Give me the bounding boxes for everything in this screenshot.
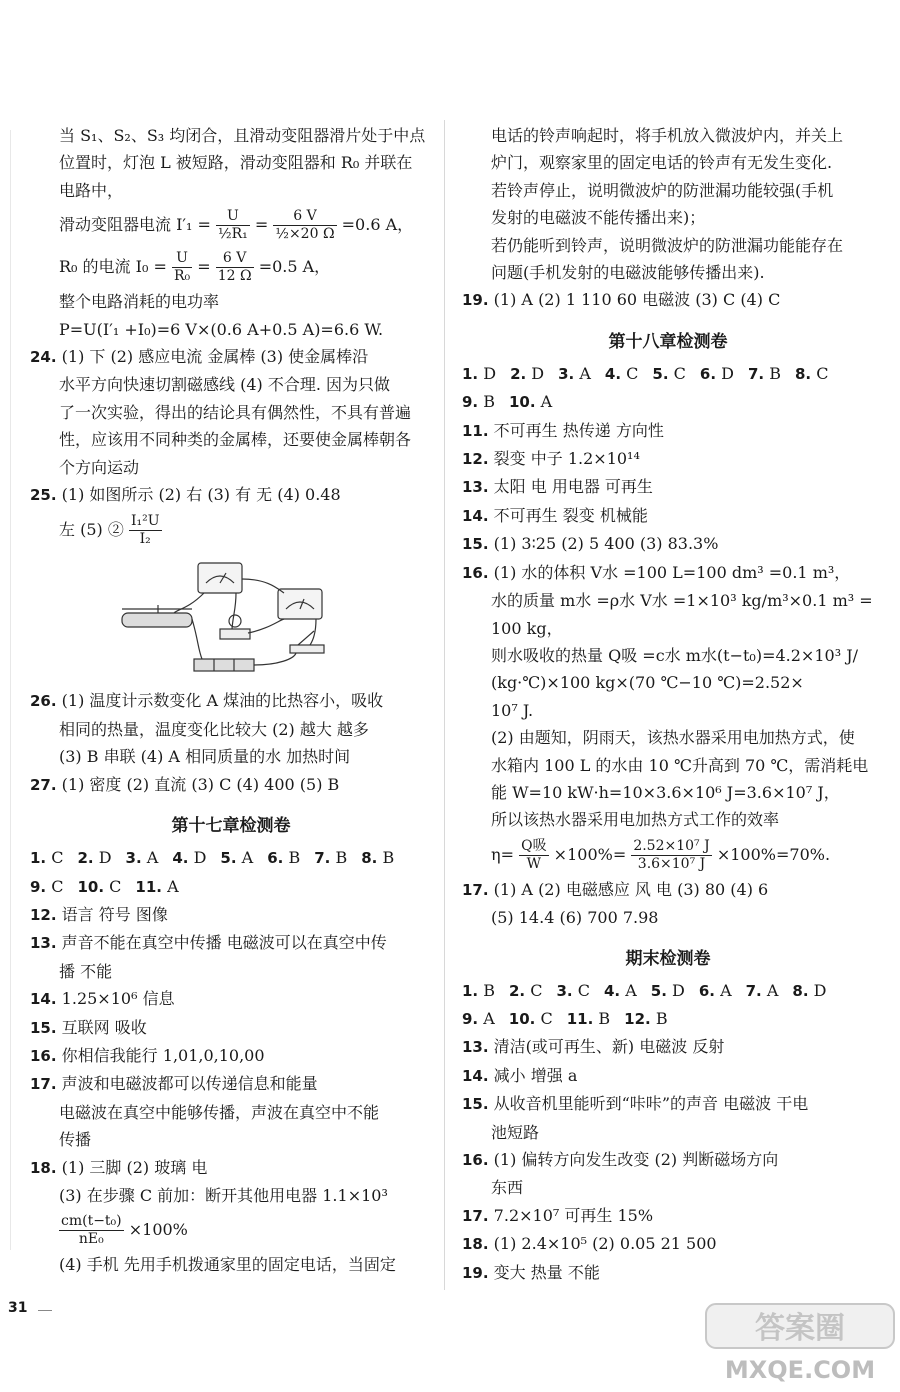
mc-choice: C <box>51 876 64 896</box>
mc-choice: B <box>288 848 301 868</box>
answer-line <box>30 901 432 929</box>
mc-choice: C <box>109 876 122 896</box>
answer-item <box>462 1062 874 1090</box>
item-number: 15. <box>30 1018 57 1037</box>
answer-line: 则水吸收的热量 Q吸 =c水 m水(t−t₀)=4.2×10³ J/ <box>491 645 859 665</box>
mc-number: 7. <box>747 364 765 383</box>
mc-number: 8. <box>794 364 812 383</box>
answer-line: 所以该热水器采用电加热方式工作的效率 <box>491 810 780 830</box>
q18-continuation <box>462 122 874 286</box>
text-line: 若铃声停止，说明微波炉的防泄漏功能较强(手机 <box>491 180 834 200</box>
mc-choice: D <box>813 980 827 1000</box>
text-line: 位置时，灯泡 L 被短路，滑动变阻器和 R₀ 并联在 <box>59 153 413 173</box>
mc-choice: B <box>382 848 395 868</box>
item-text: 裂变 中子 1.2×10¹⁴ <box>493 449 640 469</box>
mc-number: 3. <box>556 981 573 1000</box>
answer-line <box>462 1033 874 1061</box>
mc-answer <box>462 1009 495 1028</box>
item-text: 变大 热量 不能 <box>493 1262 600 1282</box>
final-items <box>462 1033 874 1287</box>
item-number: 14. <box>462 1066 489 1085</box>
mc-choice: D <box>483 363 497 383</box>
mc-choice: B <box>598 1008 611 1028</box>
mc-number: 10. <box>508 1009 536 1028</box>
answer-line: 播 不能 <box>59 961 113 981</box>
item-text: 1.25×10⁶ 信息 <box>61 989 175 1009</box>
mc-answer <box>556 981 589 1000</box>
item-number: 18. <box>462 1235 489 1254</box>
answer-line <box>462 1202 874 1230</box>
item-text: 不可再生 热传递 方向性 <box>493 420 664 440</box>
mc-number: 11. <box>566 1009 594 1028</box>
item-text: 声波和电磁波都可以传递信息和能量 <box>61 1074 318 1094</box>
mc-number: 6. <box>698 981 715 1000</box>
item-text: 语言 符号 图像 <box>61 904 168 924</box>
mc-choice: D <box>672 980 685 1000</box>
mc-answer <box>604 981 637 1000</box>
item-number: 13. <box>30 934 57 953</box>
mc-answer <box>700 364 734 383</box>
answer-line: (2) 由题知，阴雨天，该热水器采用电加热方式，使 <box>491 728 855 748</box>
item-number: 16. <box>462 563 489 582</box>
answer-line: 能 W=10 kW·h=10×3.6×10⁶ J=3.6×10⁷ J， <box>491 782 840 802</box>
answer-item <box>462 502 874 530</box>
mc-number: 6. <box>267 849 284 868</box>
mc-answer <box>135 877 178 896</box>
mc-choice: C <box>577 980 590 1000</box>
item-text: 声音不能在真空中传播 电磁波可以在真空中传 <box>61 933 387 953</box>
answer-line <box>462 445 874 473</box>
item-text: 从收音机里能听到“咔咔”的声音 电磁波 干电 <box>493 1094 809 1114</box>
item-text: (1) 3∶25 (2) 5 400 (3) 83.3% <box>493 534 719 554</box>
answer-line: 电磁波在真空中能够传播，声波在真空中不能 <box>59 1102 380 1122</box>
mc-answer <box>605 364 638 383</box>
answer-line <box>462 530 874 558</box>
answer-line <box>462 473 874 501</box>
mc-choice: C <box>626 363 639 383</box>
item-number: 14. <box>30 990 57 1009</box>
item-number: 14. <box>462 506 489 525</box>
answer-line <box>462 1230 874 1258</box>
answer-line: 10⁷ J. <box>491 700 534 720</box>
q18-last-line: (4) 手机 先用手机拨通家里的固定电话，当固定 <box>59 1255 396 1275</box>
mc-choice: A <box>720 980 732 1000</box>
mc-answer <box>558 364 591 383</box>
text-line: 电路中， <box>59 180 124 200</box>
answer-line <box>462 1259 874 1287</box>
mc-answer <box>361 848 394 867</box>
item-text: (1) 2.4×10⁵ (2) 0.05 21 500 <box>493 1234 717 1254</box>
answer-item <box>462 559 874 834</box>
answer-line <box>462 1062 874 1090</box>
mc-choice: D <box>531 363 545 383</box>
answer-item <box>30 929 432 985</box>
formula-r0-current: R₀ 的电流 I₀ = $\frac{U}{\text{R₀}}$ = $\frac{6 V}{12 \Omega}$ =0.5 A， <box>59 250 331 285</box>
answer-item <box>462 1230 874 1258</box>
item-text: 不可再生 裂变 机械能 <box>493 505 648 525</box>
item-text: (1) 水的体积 V水 =100 L=100 dm³ =0.1 m³， <box>493 562 851 582</box>
item-number: 18. <box>30 1158 57 1177</box>
item-number: 11. <box>462 421 489 440</box>
question-19: 19. (1) A (2) 1 110 60 电磁波 (3) C (4) C <box>462 290 781 310</box>
q23-continuation <box>30 122 432 204</box>
answer-item <box>30 901 432 929</box>
item-number: 15. <box>462 535 489 554</box>
item-number: 13. <box>462 1038 489 1057</box>
mc-choice: A <box>241 848 254 868</box>
text-line: 当 S₁、S₂、S₃ 均闭合，且滑动变阻器滑片处于中点 <box>59 126 426 145</box>
answer-line <box>462 1146 874 1174</box>
mc-answer <box>314 848 347 867</box>
text-line: 问题(手机发射的电磁波能够传播出来). <box>491 263 765 283</box>
mc-choice: D <box>721 363 734 383</box>
chapter-17-heading: 第十七章检测卷 <box>171 816 291 837</box>
mc-choice: A <box>167 876 179 896</box>
q18-fraction: $\frac{\text{cm(t−t₀)}}{\text{nE₀}}$ ×100% <box>61 1213 188 1248</box>
answer-item <box>462 1033 874 1061</box>
page-number-dash <box>38 1310 52 1311</box>
answer-line <box>30 1042 432 1070</box>
mc-number: 5. <box>652 364 669 383</box>
chapter-17-items <box>30 901 432 1209</box>
column-divider <box>444 120 445 1290</box>
mc-row-17a <box>30 844 432 872</box>
answer-line: 100 kg， <box>491 618 563 638</box>
answer-item <box>30 1070 432 1153</box>
answer-item <box>462 445 874 473</box>
mc-choice: D <box>193 848 207 868</box>
item-number: 17. <box>30 1075 57 1094</box>
efficiency-formula: η= $\frac{\text{Q吸}}{W}$ ×100%= $\frac{\text{2.52×10⁷ J}}{\text{3.6×10⁷ J}}$ ×100%=70%. <box>491 837 831 872</box>
question-24: 24. (1) 下 (2) 感应电流 金属棒 (3) 使金属棒沿 水平方向快速切割磁感线 (4) 不合理. 因为只做 了一次实验，得出的结论具有偶然性，不具有普遍 性，应该用不同种类的金属棒，还要使金属棒朝各 个方向运动 <box>30 347 412 477</box>
mc-row-17b <box>30 873 432 901</box>
mc-number: 3. <box>125 849 142 868</box>
answer-item <box>30 1154 432 1210</box>
answer-line: 水的质量 m水 =ρ水 V水 =1×10³ kg/m³×0.1 m³ = <box>491 591 873 611</box>
mc-choice: C <box>673 363 686 383</box>
item-number: 19. <box>462 1263 489 1282</box>
chapter-18-items <box>462 417 874 834</box>
mc-answer <box>172 848 206 867</box>
mc-answer <box>651 981 685 1000</box>
mc-choice: C <box>540 1008 553 1028</box>
answer-line <box>462 1090 874 1118</box>
mc-number: 5. <box>650 981 667 1000</box>
watermark-top: 答案圈 <box>755 1311 845 1346</box>
mc-answer <box>509 392 552 411</box>
mc-answer <box>792 981 826 1000</box>
item-number: 12. <box>462 450 489 469</box>
answer-line: 池短路 <box>491 1122 540 1142</box>
text-line: 炉门，观察家里的固定电话的铃声有无发生变化. <box>491 153 833 173</box>
mc-choice: C <box>51 848 64 868</box>
mc-choice: B <box>483 392 495 412</box>
item-number: 16. <box>30 1046 57 1065</box>
answer-item <box>462 1202 874 1230</box>
formula-slider-current: 滑动变阻器电流 I′₁ = $\frac{U}{\text{½R₁}}$ = $\frac{6 V}{\text{½×20 Ω}}$ =0.6 A， <box>59 208 414 243</box>
answer-item <box>462 1259 874 1287</box>
mc-choice: B <box>655 1008 668 1028</box>
item-text: 互联网 吸收 <box>61 1017 147 1037</box>
mc-number: 10. <box>509 393 536 412</box>
answer-item <box>462 417 874 445</box>
mc-number: 9. <box>30 877 47 896</box>
mc-row-final-b <box>462 1005 874 1033</box>
mc-choice: A <box>483 1008 495 1028</box>
answer-line <box>462 559 874 587</box>
mc-number: 12. <box>624 1009 651 1028</box>
formula-power: P=U(I′₁ +I₀)=6 V×(0.6 A+0.5 A)=6.6 W. <box>59 319 384 339</box>
answer-item <box>462 1146 874 1202</box>
item-text: 你相信我能行 1,01,0,10,00 <box>61 1045 265 1065</box>
mc-number: 9. <box>462 1009 479 1028</box>
answer-line: (kg·℃)×100 kg×(70 ℃−10 ℃)=2.52× <box>491 673 804 693</box>
question-26: 26. (1) 温度计示数变化 A 煤油的比热容小，吸收 相同的热量，温度变化比较大 (2) 越大 越多 (3) B 串联 (4) A 相同质量的水 加热时间 <box>30 691 384 767</box>
answer-line: 传播 <box>59 1130 92 1150</box>
answer-line <box>462 502 874 530</box>
item-number: 12. <box>30 905 57 924</box>
mc-choice: A <box>579 363 591 383</box>
question-25: 25. (1) 如图所示 (2) 右 (3) 有 无 (4) 0.48 左 (5) ② $\frac{\text{I₁²U}}{\text{I₂}}$ <box>30 485 341 548</box>
mc-choice: A <box>146 848 159 868</box>
mc-choice: D <box>98 848 112 868</box>
mc-answer <box>509 1009 553 1028</box>
mc-number: 4. <box>172 849 189 868</box>
mc-number: 8. <box>361 849 378 868</box>
mc-number: 2. <box>509 981 526 1000</box>
mc-row-18a <box>462 360 874 388</box>
mc-choice: C <box>816 363 829 383</box>
item-text: (1) 三脚 (2) 玻璃 电 <box>61 1157 208 1177</box>
item-text: 7.2×10⁷ 可再生 15% <box>493 1205 654 1225</box>
mc-number: 2. <box>510 364 527 383</box>
mc-answer <box>220 848 253 867</box>
mc-answer <box>748 364 781 383</box>
answer-line: (3) 在步骤 C 前加：断开其他用电器 1.1×10³ <box>59 1185 388 1205</box>
mc-answer <box>126 848 159 867</box>
answer-item <box>30 1014 432 1042</box>
mc-answer <box>462 981 495 1000</box>
mc-number: 3. <box>558 364 575 383</box>
mc-choice: A <box>540 392 553 412</box>
mc-number: 5. <box>220 849 237 868</box>
answer-line: 东西 <box>491 1178 524 1198</box>
watermark-bottom: MXQE.COM <box>724 1356 876 1384</box>
answer-item <box>462 473 874 501</box>
mc-choice: A <box>625 980 637 1000</box>
mc-answer <box>795 364 828 383</box>
mc-choice: B <box>335 848 348 868</box>
watermark-logo <box>700 1300 900 1388</box>
answer-line <box>30 929 432 957</box>
answer-line: 水箱内 100 L 的水由 10 ℃升高到 70 ℃，需消耗电 <box>491 755 869 775</box>
left-margin-line <box>10 130 11 1250</box>
mc-choice: A <box>766 980 779 1000</box>
mc-number: 8. <box>792 981 809 1000</box>
mc-number: 4. <box>604 364 622 383</box>
item-text: 清洁(或可再生、新) 电磁波 反射 <box>493 1037 725 1057</box>
answer-line <box>30 1154 432 1182</box>
answer-line <box>30 1014 432 1042</box>
mc-row-final-a <box>462 977 874 1005</box>
mc-row-18b <box>462 388 874 416</box>
item-text: 太阳 电 用电器 可再生 <box>493 477 653 497</box>
mc-answer <box>30 848 63 867</box>
text-line: 发射的电磁波不能传播出来)； <box>491 208 706 228</box>
answer-item <box>462 530 874 558</box>
item-number: 17. <box>462 1206 489 1225</box>
answer-line <box>462 417 874 445</box>
mc-answer <box>624 1009 667 1028</box>
mc-answer <box>746 981 779 1000</box>
item-number: 16. <box>462 1151 489 1169</box>
question-17-ch18: 17. (1) A (2) 电磁感应 风 电 (3) 80 (4) 6 (5) 14.4 (6) 700 7.98 <box>462 879 769 928</box>
answer-line <box>30 985 432 1013</box>
circuit-diagram <box>118 559 432 683</box>
mc-answer <box>77 877 121 896</box>
mc-choice: C <box>530 980 543 1000</box>
mc-number: 7. <box>314 849 331 868</box>
item-number: 13. <box>462 478 489 497</box>
item-text: (1) 偏转方向发生改变 (2) 判断磁场方向 <box>493 1150 779 1169</box>
text-line: 电话的铃声响起时，将手机放入微波炉内，并关上 <box>491 126 844 145</box>
mc-answer <box>462 364 496 383</box>
mc-number: 1. <box>462 981 479 1000</box>
mc-answer <box>652 364 685 383</box>
mc-answer <box>510 364 544 383</box>
mc-number: 1. <box>30 849 47 868</box>
mc-answer <box>267 848 300 867</box>
answer-line <box>30 1070 432 1098</box>
mc-number: 2. <box>77 849 94 868</box>
question-27: 27. (1) 密度 (2) 直流 (3) C (4) 400 (5) B <box>30 774 340 794</box>
page-number: 31 <box>8 1300 28 1316</box>
mc-answer <box>509 981 542 1000</box>
answer-item <box>462 1090 874 1146</box>
chapter-18-heading: 第十八章检测卷 <box>608 331 728 352</box>
answer-item <box>30 985 432 1013</box>
mc-answer <box>699 981 732 1000</box>
mc-choice: B <box>769 363 781 383</box>
mc-number: 9. <box>462 393 479 412</box>
mc-number: 1. <box>462 364 479 383</box>
item-text: 减小 增强 a <box>493 1065 578 1085</box>
answer-item <box>30 1042 432 1070</box>
left-column <box>30 122 432 1279</box>
mc-answer <box>30 877 63 896</box>
text-line: 若仍能听到铃声，说明微波炉的防泄漏功能能存在 <box>491 235 844 255</box>
final-exam-heading: 期末检测卷 <box>625 948 711 969</box>
item-number: 15. <box>462 1095 489 1114</box>
mc-answer <box>77 848 111 867</box>
right-column <box>462 122 874 1287</box>
mc-number: 11. <box>135 877 162 896</box>
mc-answer <box>567 1009 610 1028</box>
mc-number: 7. <box>745 981 762 1000</box>
mc-choice: B <box>483 980 495 1000</box>
mc-answer <box>462 392 495 411</box>
formula-power-label: 整个电路消耗的电功率 <box>59 292 220 312</box>
mc-number: 4. <box>603 981 621 1000</box>
mc-number: 6. <box>699 364 717 383</box>
mc-number: 10. <box>77 877 105 896</box>
